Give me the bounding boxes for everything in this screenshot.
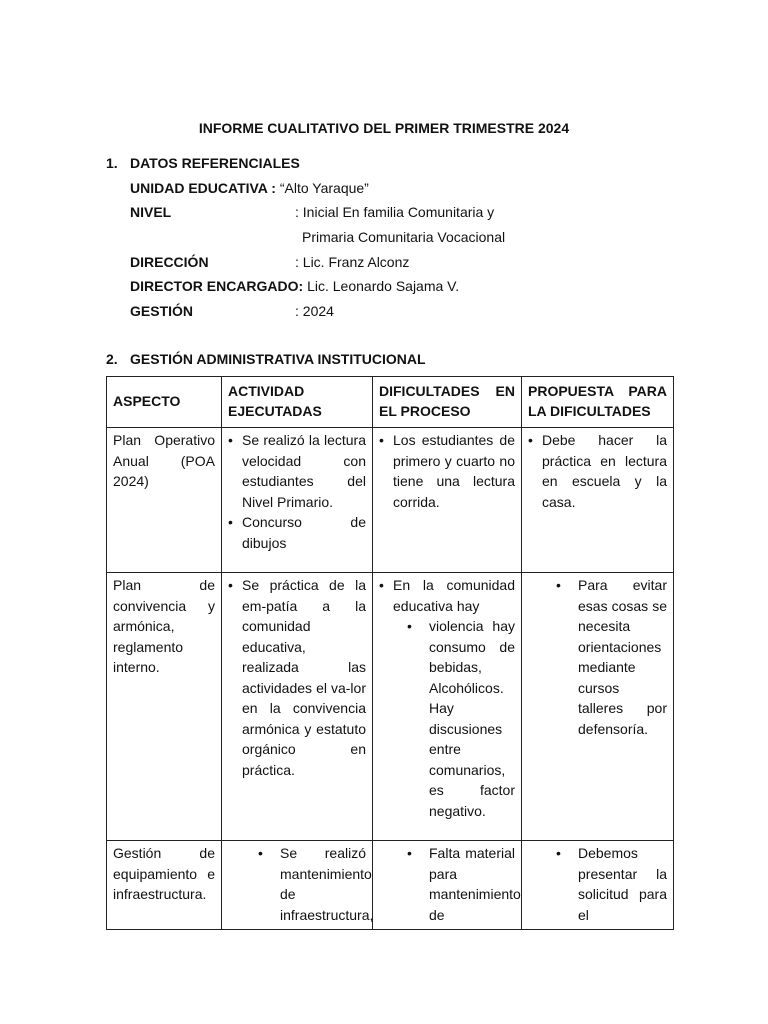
list-item: • Se práctica de la em-patía a la comunidad educativa, realizada las actividades el va-lor en la convivencia armónica y estatuto orgánico en práctica. [228,575,366,780]
section-2-heading [106,351,426,367]
header-aspecto: ASPECTO [107,377,222,428]
list-item: • Debemos presentar la solicitud para el [528,843,667,925]
row2-propuesta [522,573,674,841]
gestion-value: : 2024 [295,303,334,319]
row2-actividad [222,573,373,841]
section-2-number: 2. [106,351,118,367]
section-1-heading [106,155,300,171]
table-row [107,841,674,930]
table-row [107,428,674,573]
list-item: • Los estudiantes de primero y cuarto no tiene una lectura corrida. [379,430,515,512]
gestion-label: GESTIÓN [130,303,194,319]
nivel-label: NIVEL [130,204,172,220]
field-nivel-label [130,204,171,220]
row1-actividad [222,428,373,573]
director-value: Lic. Leonardo Sajama V. [307,278,460,294]
list-item: • Se realizó mantenimiento de infraestructura, [228,843,366,925]
nivel-value-2: Primaria Comunitaria Vocacional [302,229,506,245]
list-item: • violencia hay consumo de bebidas, Alcohólicos. Hay discusiones entre comunarios, es factor negativo. [379,616,515,821]
list-item: • Concurso de dibujos [228,512,366,553]
section-1-title: DATOS REFERENCIALES [130,155,300,171]
header-dificultades: DIFICULTADES EN EL PROCESO [373,377,522,428]
table-header-row [107,377,674,428]
list-item: • En la comunidad educativa hay [379,575,515,616]
field-gestion-label [130,303,193,319]
list-item: • Debe hacer la práctica en lectura en escuela y la casa. [528,430,667,512]
direccion-label: DIRECCIÓN [130,254,209,270]
list-item: • Para evitar esas cosas se necesita orientaciones mediante cursos talleres por defensoría. [528,575,667,739]
section-2-title: GESTIÓN ADMINISTRATIVA INSTITUCIONAL [130,351,426,367]
header-propuesta: PROPUESTA PARA LA DIFICULTADES [522,377,674,428]
director-label: DIRECTOR ENCARGADO: [130,278,304,294]
table-row [107,573,674,841]
nivel-value-1: : Inicial En familia Comunitaria y [295,204,495,220]
direccion-value: : Lic. Franz Alconz [295,254,410,270]
gestion-table [106,376,674,930]
row3-propuesta [522,841,674,930]
unidad-label: UNIDAD EDUCATIVA : [130,180,276,196]
field-director [130,278,459,294]
row1-propuesta [522,428,674,573]
section-1-number: 1. [106,155,118,171]
document-title: INFORME CUALITATIVO DEL PRIMER TRIMESTRE 2024 [198,120,570,136]
header-actividad: ACTIVIDAD EJECUTADAS [222,377,373,428]
list-item: • Se realizó la lectura velocidad con estudiantes del Nivel Primario. [228,430,366,512]
unidad-value: “Alto Yaraque” [279,180,369,196]
row2-aspecto: Plan de convivencia y armónica, reglamento interno. [107,573,222,841]
row2-dificultad [373,573,522,841]
row3-actividad [222,841,373,930]
row3-aspecto: Gestión de equipamiento e infraestructura. [107,841,222,930]
list-item: • Falta material para mantenimiento de [379,843,515,925]
row1-dificultad [373,428,522,573]
row1-aspecto: Plan Operativo Anual (POA 2024) [107,428,222,573]
field-unidad [130,180,369,196]
field-direccion-label [130,254,209,270]
row3-dificultad [373,841,522,930]
